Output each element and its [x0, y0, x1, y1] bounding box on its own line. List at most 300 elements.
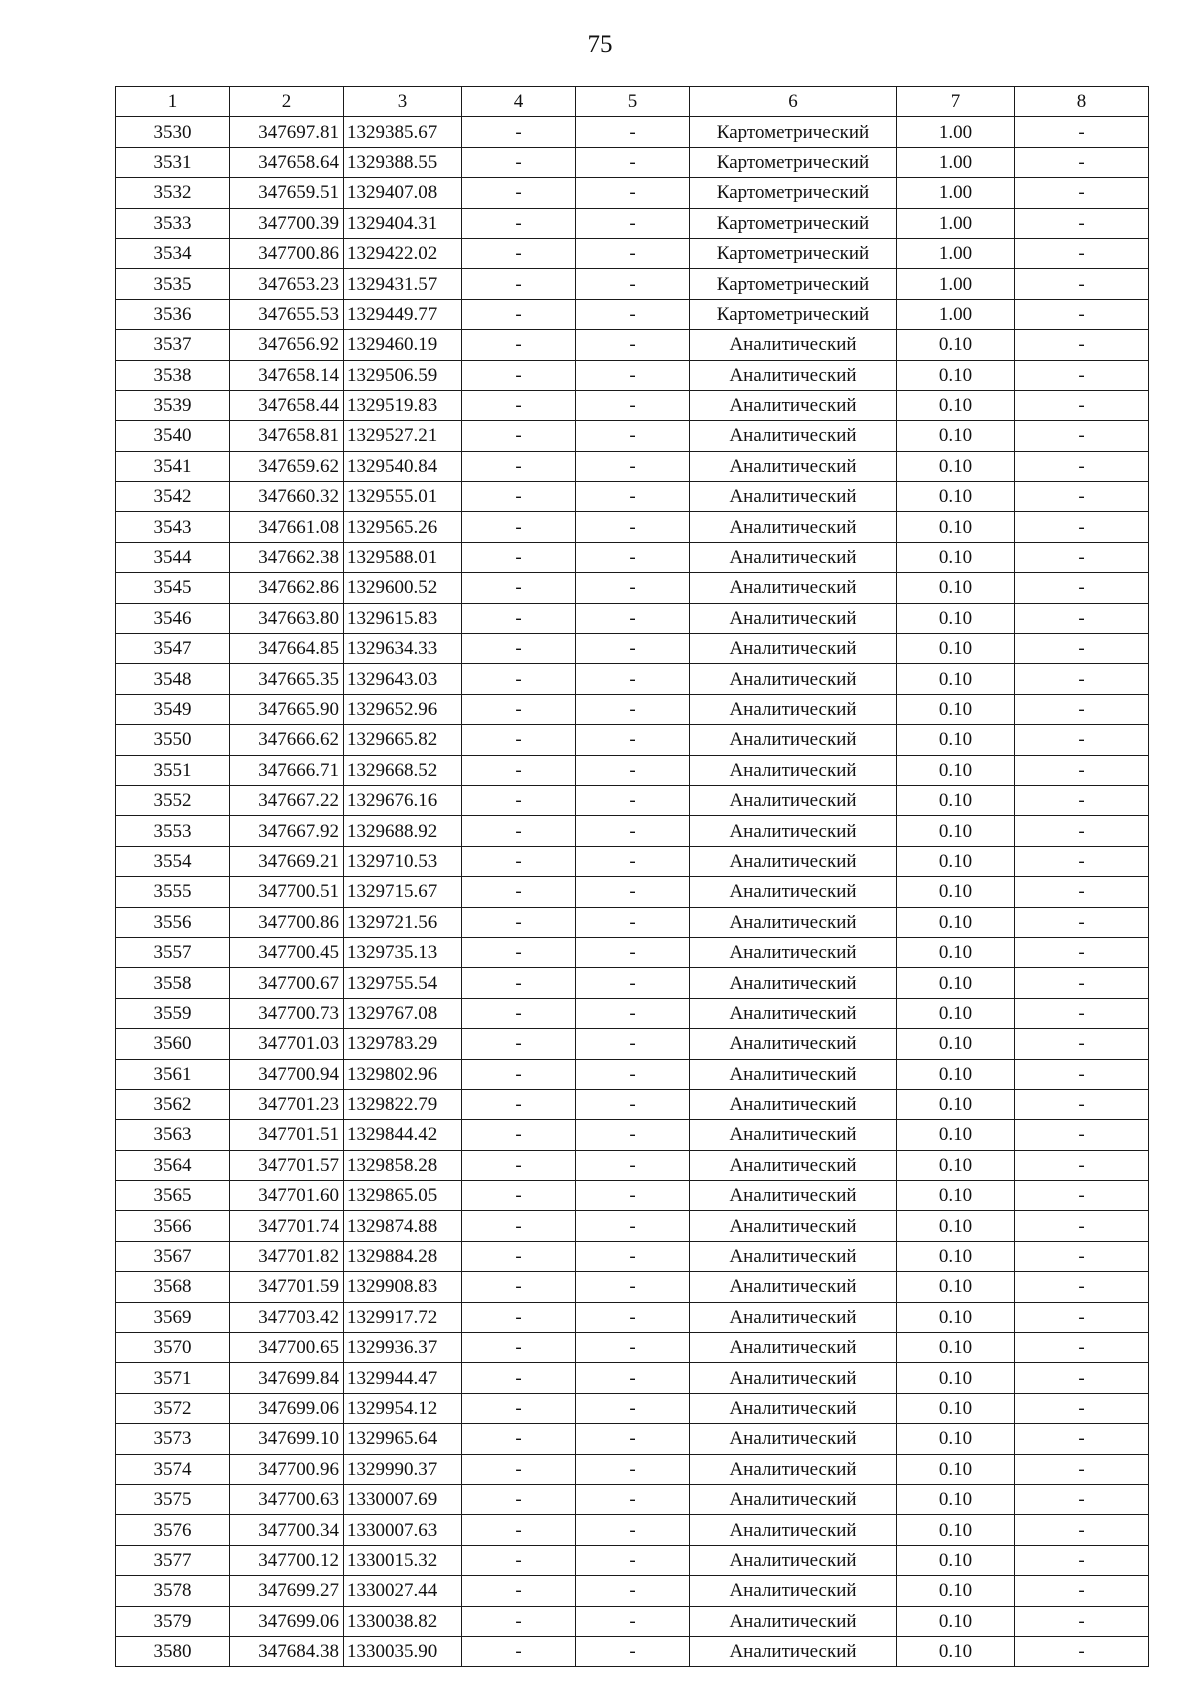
column-8-cell: -: [1015, 421, 1149, 451]
column-header: 3: [344, 87, 462, 117]
method-cell: Аналитический: [690, 1576, 897, 1606]
x-coordinate-cell: 347699.84: [230, 1363, 344, 1393]
table-row: [116, 269, 1149, 299]
column-8-cell: -: [1015, 451, 1149, 481]
column-8-cell: -: [1015, 299, 1149, 329]
y-coordinate-cell: 1329990.37: [344, 1454, 462, 1484]
accuracy-cell: 0.10: [897, 330, 1015, 360]
column-5-cell: -: [576, 482, 690, 512]
point-number-cell: 3570: [116, 1333, 230, 1363]
method-cell: Аналитический: [690, 998, 897, 1028]
column-5-cell: -: [576, 755, 690, 785]
column-8-cell: -: [1015, 785, 1149, 815]
x-coordinate-cell: 347699.27: [230, 1576, 344, 1606]
method-cell: Картометрический: [690, 299, 897, 329]
point-number-cell: 3554: [116, 846, 230, 876]
y-coordinate-cell: 1329721.56: [344, 907, 462, 937]
x-coordinate-cell: 347700.94: [230, 1059, 344, 1089]
table-row: [116, 1424, 1149, 1454]
method-cell: Аналитический: [690, 846, 897, 876]
method-cell: Аналитический: [690, 360, 897, 390]
column-5-cell: -: [576, 725, 690, 755]
x-coordinate-cell: 347699.06: [230, 1393, 344, 1423]
column-8-cell: -: [1015, 1424, 1149, 1454]
accuracy-cell: 0.10: [897, 634, 1015, 664]
method-cell: Картометрический: [690, 238, 897, 268]
point-number-cell: 3578: [116, 1576, 230, 1606]
column-5-cell: -: [576, 1272, 690, 1302]
column-4-cell: -: [462, 1059, 576, 1089]
accuracy-cell: 1.00: [897, 117, 1015, 147]
table-row: [116, 1150, 1149, 1180]
point-number-cell: 3563: [116, 1120, 230, 1150]
x-coordinate-cell: 347658.44: [230, 390, 344, 420]
accuracy-cell: 0.10: [897, 877, 1015, 907]
y-coordinate-cell: 1329908.83: [344, 1272, 462, 1302]
column-5-cell: -: [576, 907, 690, 937]
y-coordinate-cell: 1329735.13: [344, 937, 462, 967]
accuracy-cell: 0.10: [897, 360, 1015, 390]
accuracy-cell: 0.10: [897, 1636, 1015, 1666]
method-cell: Аналитический: [690, 1393, 897, 1423]
y-coordinate-cell: 1329688.92: [344, 816, 462, 846]
y-coordinate-cell: 1329404.31: [344, 208, 462, 238]
column-5-cell: -: [576, 238, 690, 268]
method-cell: Аналитический: [690, 937, 897, 967]
column-5-cell: -: [576, 299, 690, 329]
column-4-cell: -: [462, 451, 576, 481]
accuracy-cell: 0.10: [897, 755, 1015, 785]
column-8-cell: -: [1015, 725, 1149, 755]
column-5-cell: -: [576, 1333, 690, 1363]
method-cell: Аналитический: [690, 603, 897, 633]
table-row: [116, 117, 1149, 147]
x-coordinate-cell: 347667.22: [230, 785, 344, 815]
x-coordinate-cell: 347661.08: [230, 512, 344, 542]
table-header-row: [116, 87, 1149, 117]
column-5-cell: -: [576, 816, 690, 846]
y-coordinate-cell: 1329715.67: [344, 877, 462, 907]
x-coordinate-cell: 347659.62: [230, 451, 344, 481]
x-coordinate-cell: 347700.65: [230, 1333, 344, 1363]
column-4-cell: -: [462, 299, 576, 329]
point-number-cell: 3553: [116, 816, 230, 846]
x-coordinate-cell: 347666.71: [230, 755, 344, 785]
x-coordinate-cell: 347701.82: [230, 1241, 344, 1271]
accuracy-cell: 0.10: [897, 968, 1015, 998]
x-coordinate-cell: 347703.42: [230, 1302, 344, 1332]
point-number-cell: 3536: [116, 299, 230, 329]
column-4-cell: -: [462, 694, 576, 724]
column-5-cell: -: [576, 1545, 690, 1575]
table-row: [116, 1636, 1149, 1666]
y-coordinate-cell: 1329652.96: [344, 694, 462, 724]
accuracy-cell: 0.10: [897, 1363, 1015, 1393]
point-number-cell: 3577: [116, 1545, 230, 1575]
point-number-cell: 3543: [116, 512, 230, 542]
column-8-cell: -: [1015, 694, 1149, 724]
x-coordinate-cell: 347660.32: [230, 482, 344, 512]
column-8-cell: -: [1015, 1241, 1149, 1271]
column-8-cell: -: [1015, 238, 1149, 268]
column-4-cell: -: [462, 573, 576, 603]
column-4-cell: -: [462, 634, 576, 664]
accuracy-cell: 0.10: [897, 1333, 1015, 1363]
method-cell: Аналитический: [690, 1211, 897, 1241]
x-coordinate-cell: 347701.60: [230, 1181, 344, 1211]
column-4-cell: -: [462, 542, 576, 572]
column-4-cell: -: [462, 1363, 576, 1393]
column-5-cell: -: [576, 208, 690, 238]
point-number-cell: 3579: [116, 1606, 230, 1636]
table-row: [116, 1089, 1149, 1119]
y-coordinate-cell: 1330027.44: [344, 1576, 462, 1606]
accuracy-cell: 0.10: [897, 937, 1015, 967]
point-number-cell: 3537: [116, 330, 230, 360]
method-cell: Аналитический: [690, 1302, 897, 1332]
column-8-cell: -: [1015, 1515, 1149, 1545]
point-number-cell: 3557: [116, 937, 230, 967]
column-8-cell: -: [1015, 603, 1149, 633]
column-4-cell: -: [462, 421, 576, 451]
point-number-cell: 3562: [116, 1089, 230, 1119]
page-number: 75: [587, 31, 613, 58]
x-coordinate-cell: 347699.06: [230, 1606, 344, 1636]
accuracy-cell: 0.10: [897, 1515, 1015, 1545]
point-number-cell: 3561: [116, 1059, 230, 1089]
y-coordinate-cell: 1329917.72: [344, 1302, 462, 1332]
method-cell: Аналитический: [690, 725, 897, 755]
point-number-cell: 3533: [116, 208, 230, 238]
method-cell: Аналитический: [690, 1606, 897, 1636]
table-row: [116, 1029, 1149, 1059]
method-cell: Аналитический: [690, 877, 897, 907]
accuracy-cell: 0.10: [897, 1150, 1015, 1180]
column-4-cell: -: [462, 1545, 576, 1575]
method-cell: Аналитический: [690, 573, 897, 603]
x-coordinate-cell: 347656.92: [230, 330, 344, 360]
x-coordinate-cell: 347666.62: [230, 725, 344, 755]
column-4-cell: -: [462, 907, 576, 937]
column-4-cell: -: [462, 1272, 576, 1302]
column-5-cell: -: [576, 998, 690, 1028]
column-4-cell: -: [462, 1576, 576, 1606]
accuracy-cell: 0.10: [897, 1545, 1015, 1575]
point-number-cell: 3569: [116, 1302, 230, 1332]
y-coordinate-cell: 1329555.01: [344, 482, 462, 512]
column-5-cell: -: [576, 573, 690, 603]
method-cell: Аналитический: [690, 1333, 897, 1363]
table-row: [116, 1454, 1149, 1484]
point-number-cell: 3575: [116, 1484, 230, 1514]
table-row: [116, 725, 1149, 755]
column-8-cell: -: [1015, 573, 1149, 603]
column-8-cell: -: [1015, 755, 1149, 785]
x-coordinate-cell: 347700.51: [230, 877, 344, 907]
column-8-cell: -: [1015, 269, 1149, 299]
y-coordinate-cell: 1329634.33: [344, 634, 462, 664]
column-header: 1: [116, 87, 230, 117]
table-row: [116, 634, 1149, 664]
column-5-cell: -: [576, 147, 690, 177]
y-coordinate-cell: 1329385.67: [344, 117, 462, 147]
accuracy-cell: 0.10: [897, 846, 1015, 876]
method-cell: Аналитический: [690, 1363, 897, 1393]
point-number-cell: 3531: [116, 147, 230, 177]
x-coordinate-cell: 347701.51: [230, 1120, 344, 1150]
column-header: 5: [576, 87, 690, 117]
column-4-cell: -: [462, 1089, 576, 1119]
method-cell: Аналитический: [690, 785, 897, 815]
x-coordinate-cell: 347658.64: [230, 147, 344, 177]
column-4-cell: -: [462, 1181, 576, 1211]
point-number-cell: 3558: [116, 968, 230, 998]
accuracy-cell: 0.10: [897, 694, 1015, 724]
column-8-cell: -: [1015, 1484, 1149, 1514]
column-5-cell: -: [576, 1211, 690, 1241]
y-coordinate-cell: 1329676.16: [344, 785, 462, 815]
method-cell: Аналитический: [690, 451, 897, 481]
method-cell: Аналитический: [690, 1089, 897, 1119]
column-4-cell: -: [462, 482, 576, 512]
table-row: [116, 421, 1149, 451]
method-cell: Картометрический: [690, 269, 897, 299]
column-4-cell: -: [462, 968, 576, 998]
column-header: 2: [230, 87, 344, 117]
column-8-cell: -: [1015, 907, 1149, 937]
column-5-cell: -: [576, 1454, 690, 1484]
method-cell: Аналитический: [690, 1272, 897, 1302]
y-coordinate-cell: 1329865.05: [344, 1181, 462, 1211]
column-8-cell: -: [1015, 1211, 1149, 1241]
point-number-cell: 3567: [116, 1241, 230, 1271]
table-row: [116, 390, 1149, 420]
x-coordinate-cell: 347658.14: [230, 360, 344, 390]
table-row: [116, 846, 1149, 876]
accuracy-cell: 0.10: [897, 725, 1015, 755]
point-number-cell: 3555: [116, 877, 230, 907]
column-8-cell: -: [1015, 1272, 1149, 1302]
column-5-cell: -: [576, 1120, 690, 1150]
point-number-cell: 3538: [116, 360, 230, 390]
x-coordinate-cell: 347663.80: [230, 603, 344, 633]
column-5-cell: -: [576, 846, 690, 876]
column-5-cell: -: [576, 1484, 690, 1514]
method-cell: Картометрический: [690, 147, 897, 177]
table-row: [116, 1484, 1149, 1514]
point-number-cell: 3580: [116, 1636, 230, 1666]
column-4-cell: -: [462, 1484, 576, 1514]
column-4-cell: -: [462, 877, 576, 907]
column-4-cell: -: [462, 147, 576, 177]
column-4-cell: -: [462, 269, 576, 299]
column-8-cell: -: [1015, 1302, 1149, 1332]
column-4-cell: -: [462, 178, 576, 208]
column-4-cell: -: [462, 1515, 576, 1545]
column-5-cell: -: [576, 937, 690, 967]
column-4-cell: -: [462, 816, 576, 846]
y-coordinate-cell: 1329527.21: [344, 421, 462, 451]
column-4-cell: -: [462, 208, 576, 238]
column-4-cell: -: [462, 725, 576, 755]
point-number-cell: 3565: [116, 1181, 230, 1211]
column-8-cell: -: [1015, 1181, 1149, 1211]
point-number-cell: 3571: [116, 1363, 230, 1393]
method-cell: Аналитический: [690, 1150, 897, 1180]
accuracy-cell: 0.10: [897, 1059, 1015, 1089]
x-coordinate-cell: 347669.21: [230, 846, 344, 876]
accuracy-cell: 0.10: [897, 1120, 1015, 1150]
point-number-cell: 3530: [116, 117, 230, 147]
table-row: [116, 937, 1149, 967]
column-4-cell: -: [462, 603, 576, 633]
y-coordinate-cell: 1329449.77: [344, 299, 462, 329]
table-row: [116, 482, 1149, 512]
x-coordinate-cell: 347684.38: [230, 1636, 344, 1666]
point-number-cell: 3560: [116, 1029, 230, 1059]
point-number-cell: 3556: [116, 907, 230, 937]
column-4-cell: -: [462, 1454, 576, 1484]
point-number-cell: 3568: [116, 1272, 230, 1302]
method-cell: Аналитический: [690, 968, 897, 998]
point-number-cell: 3552: [116, 785, 230, 815]
accuracy-cell: 1.00: [897, 147, 1015, 177]
method-cell: Аналитический: [690, 1484, 897, 1514]
column-8-cell: -: [1015, 1454, 1149, 1484]
point-number-cell: 3547: [116, 634, 230, 664]
method-cell: Аналитический: [690, 390, 897, 420]
column-4-cell: -: [462, 1636, 576, 1666]
column-5-cell: -: [576, 390, 690, 420]
point-number-cell: 3534: [116, 238, 230, 268]
column-8-cell: -: [1015, 390, 1149, 420]
table-row: [116, 147, 1149, 177]
y-coordinate-cell: 1329822.79: [344, 1089, 462, 1119]
method-cell: Аналитический: [690, 816, 897, 846]
column-5-cell: -: [576, 1241, 690, 1271]
column-8-cell: -: [1015, 1393, 1149, 1423]
y-coordinate-cell: 1329506.59: [344, 360, 462, 390]
column-8-cell: -: [1015, 664, 1149, 694]
column-5-cell: -: [576, 1606, 690, 1636]
method-cell: Аналитический: [690, 421, 897, 451]
accuracy-cell: 0.10: [897, 542, 1015, 572]
x-coordinate-cell: 347700.73: [230, 998, 344, 1028]
y-coordinate-cell: 1329665.82: [344, 725, 462, 755]
y-coordinate-cell: 1329954.12: [344, 1393, 462, 1423]
column-8-cell: -: [1015, 1576, 1149, 1606]
y-coordinate-cell: 1329783.29: [344, 1029, 462, 1059]
accuracy-cell: 0.10: [897, 1211, 1015, 1241]
y-coordinate-cell: 1329519.83: [344, 390, 462, 420]
column-8-cell: -: [1015, 1059, 1149, 1089]
point-number-cell: 3532: [116, 178, 230, 208]
point-number-cell: 3573: [116, 1424, 230, 1454]
y-coordinate-cell: 1329767.08: [344, 998, 462, 1028]
point-number-cell: 3540: [116, 421, 230, 451]
column-5-cell: -: [576, 1150, 690, 1180]
accuracy-cell: 0.10: [897, 1241, 1015, 1271]
accuracy-cell: 0.10: [897, 907, 1015, 937]
method-cell: Аналитический: [690, 664, 897, 694]
column-8-cell: -: [1015, 1333, 1149, 1363]
point-number-cell: 3574: [116, 1454, 230, 1484]
column-5-cell: -: [576, 1424, 690, 1454]
column-4-cell: -: [462, 1302, 576, 1332]
column-4-cell: -: [462, 1424, 576, 1454]
y-coordinate-cell: 1329407.08: [344, 178, 462, 208]
accuracy-cell: 0.10: [897, 1454, 1015, 1484]
column-5-cell: -: [576, 1089, 690, 1119]
x-coordinate-cell: 347700.96: [230, 1454, 344, 1484]
table-row: [116, 1181, 1149, 1211]
column-5-cell: -: [576, 512, 690, 542]
y-coordinate-cell: 1329668.52: [344, 755, 462, 785]
column-8-cell: -: [1015, 147, 1149, 177]
x-coordinate-cell: 347701.59: [230, 1272, 344, 1302]
y-coordinate-cell: 1329588.01: [344, 542, 462, 572]
accuracy-cell: 0.10: [897, 1606, 1015, 1636]
x-coordinate-cell: 347664.85: [230, 634, 344, 664]
method-cell: Аналитический: [690, 1454, 897, 1484]
y-coordinate-cell: 1329460.19: [344, 330, 462, 360]
column-8-cell: -: [1015, 877, 1149, 907]
column-4-cell: -: [462, 238, 576, 268]
point-number-cell: 3539: [116, 390, 230, 420]
accuracy-cell: 0.10: [897, 785, 1015, 815]
accuracy-cell: 1.00: [897, 208, 1015, 238]
accuracy-cell: 0.10: [897, 816, 1015, 846]
x-coordinate-cell: 347699.10: [230, 1424, 344, 1454]
table-row: [116, 603, 1149, 633]
table-row: [116, 664, 1149, 694]
table-row: [116, 755, 1149, 785]
method-cell: Аналитический: [690, 1515, 897, 1545]
column-4-cell: -: [462, 1029, 576, 1059]
x-coordinate-cell: 347665.35: [230, 664, 344, 694]
x-coordinate-cell: 347662.86: [230, 573, 344, 603]
column-4-cell: -: [462, 1120, 576, 1150]
y-coordinate-cell: 1330015.32: [344, 1545, 462, 1575]
x-coordinate-cell: 347700.86: [230, 238, 344, 268]
column-8-cell: -: [1015, 816, 1149, 846]
x-coordinate-cell: 347667.92: [230, 816, 344, 846]
column-5-cell: -: [576, 877, 690, 907]
table-row: [116, 1241, 1149, 1271]
column-5-cell: -: [576, 1576, 690, 1606]
table-body: [116, 117, 1149, 1667]
point-number-cell: 3544: [116, 542, 230, 572]
column-5-cell: -: [576, 269, 690, 299]
point-number-cell: 3576: [116, 1515, 230, 1545]
accuracy-cell: 0.10: [897, 1424, 1015, 1454]
table-row: [116, 1515, 1149, 1545]
column-5-cell: -: [576, 451, 690, 481]
accuracy-cell: 0.10: [897, 998, 1015, 1028]
accuracy-cell: 0.10: [897, 1576, 1015, 1606]
point-number-cell: 3572: [116, 1393, 230, 1423]
method-cell: Аналитический: [690, 1636, 897, 1666]
x-coordinate-cell: 347701.74: [230, 1211, 344, 1241]
column-8-cell: -: [1015, 360, 1149, 390]
y-coordinate-cell: 1329944.47: [344, 1363, 462, 1393]
column-8-cell: -: [1015, 1120, 1149, 1150]
table-row: [116, 1576, 1149, 1606]
method-cell: Аналитический: [690, 1029, 897, 1059]
x-coordinate-cell: 347659.51: [230, 178, 344, 208]
column-4-cell: -: [462, 1211, 576, 1241]
column-8-cell: -: [1015, 937, 1149, 967]
